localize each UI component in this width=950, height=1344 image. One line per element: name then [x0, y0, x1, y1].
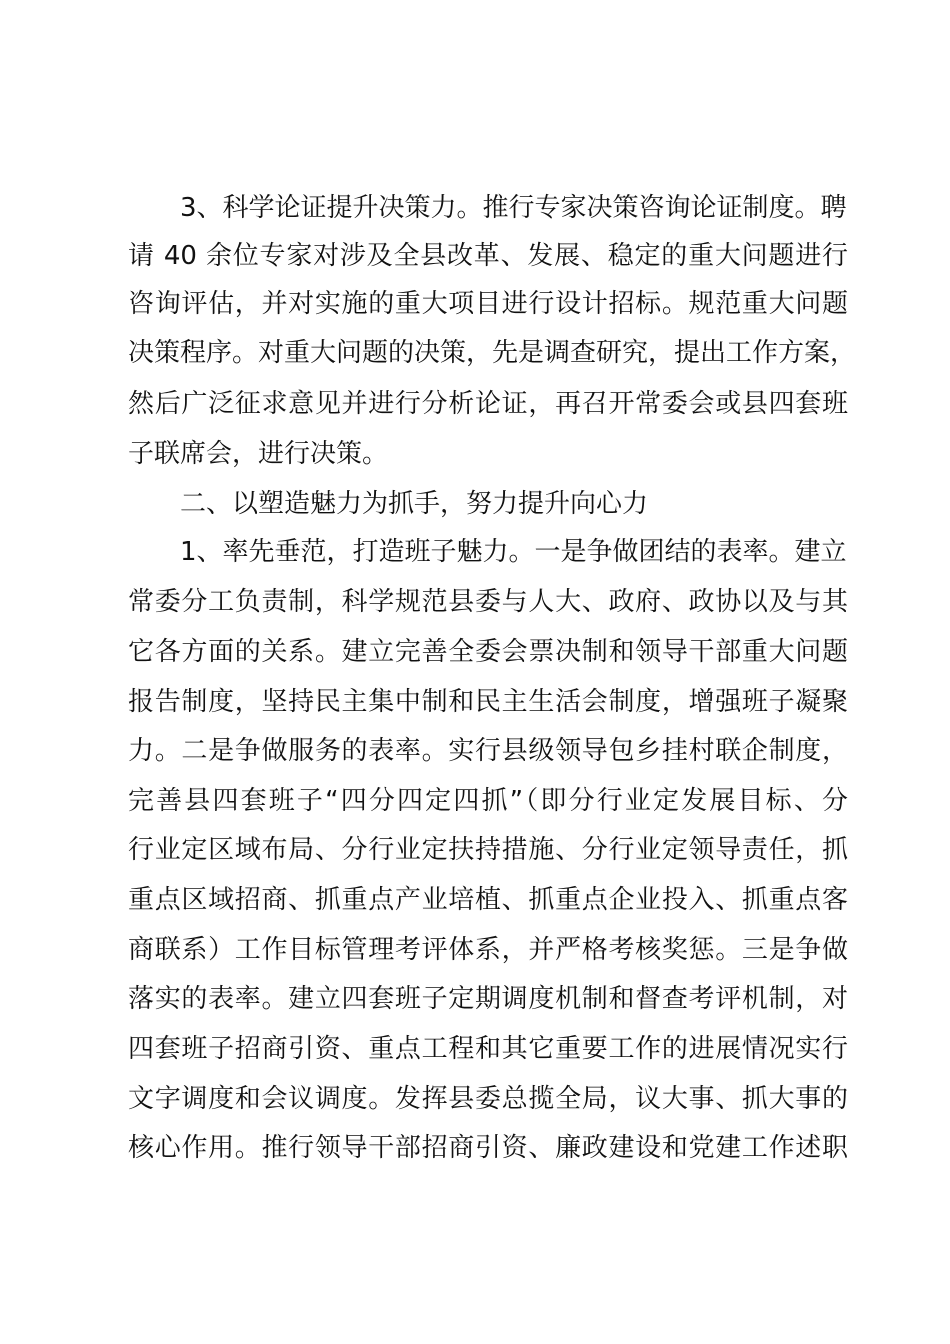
paragraph-line: 它各方面的关系。建立完善全委会票决制和领导干部重大问题 [128, 637, 848, 667]
paragraph-line: 咨询评估，并对实施的重大项目进行设计招标。规范重大问题 [128, 289, 848, 319]
paragraph-line: 力。二是争做服务的表率。实行县级领导包乡挂村联企制度， [128, 736, 848, 766]
section-heading: 二、以塑造魅力为抓手，努力提升向心力 [180, 489, 649, 519]
paragraph-line: 然后广泛征求意见并进行分析论证，再召开常委会或县四套班 [128, 389, 848, 419]
paragraph-line: 落实的表率。建立四套班子定期调度机制和督查考评机制，对 [128, 984, 848, 1014]
paragraph-line: 重点区域招商、抓重点产业培植、抓重点企业投入、抓重点客 [128, 885, 848, 915]
paragraph-line: 完善县四套班子“四分四定四抓”（即分行业定发展目标、分 [128, 786, 848, 816]
paragraph-line: 文字调度和会议调度。发挥县委总揽全局，议大事、抓大事的 [128, 1084, 848, 1114]
paragraph-line: 3、科学论证提升决策力。推行专家决策咨询论证制度。聘 [180, 193, 847, 223]
paragraph-line: 四套班子招商引资、重点工程和其它重要工作的进展情况实行 [128, 1034, 848, 1064]
paragraph-line: 核心作用。推行领导干部招商引资、廉政建设和党建工作述职 [128, 1133, 848, 1163]
paragraph-line: 常委分工负责制，科学规范县委与人大、政府、政协以及与其 [128, 587, 848, 617]
paragraph-line: 子联席会，进行决策。 [128, 439, 389, 469]
paragraph-line: 决策程序。对重大问题的决策，先是调查研究，提出工作方案， [128, 338, 857, 368]
paragraph-line: 请 40 余位专家对涉及全县改革、发展、稳定的重大问题进行 [128, 241, 848, 271]
paragraph-line: 1、率先垂范，打造班子魅力。一是争做团结的表率。建立 [180, 537, 847, 567]
paragraph-line: 行业定区域布局、分行业定扶持措施、分行业定领导责任，抓 [128, 835, 848, 865]
paragraph-line: 报告制度，坚持民主集中制和民主生活会制度，增强班子凝聚 [128, 687, 848, 717]
paragraph-line: 商联系）工作目标管理考评体系，并严格考核奖惩。三是争做 [128, 935, 848, 965]
